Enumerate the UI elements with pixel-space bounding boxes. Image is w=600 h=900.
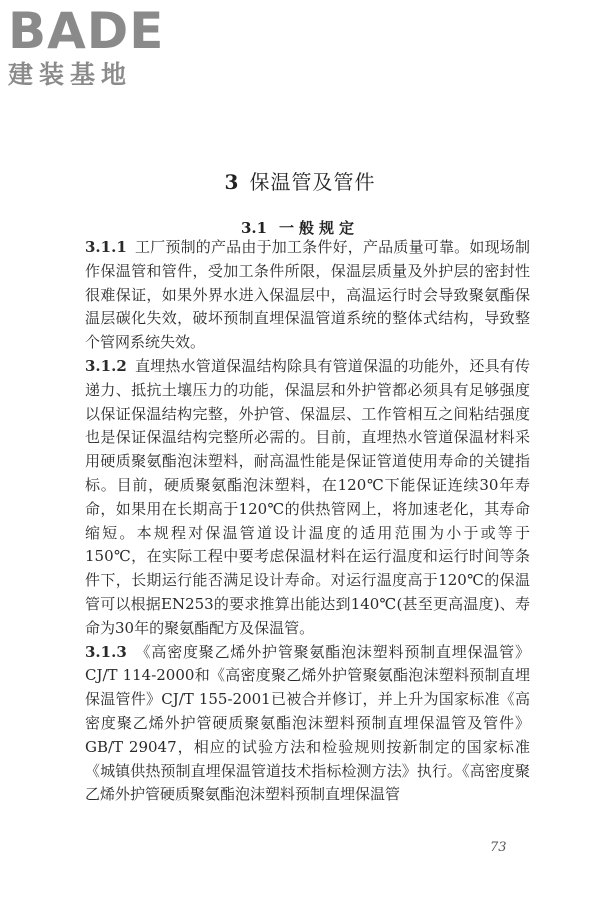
chapter-number: 3	[224, 170, 240, 195]
chapter-name: 保温管及管件	[249, 170, 376, 195]
bade-logo	[8, 4, 178, 90]
clause-paragraph	[85, 641, 530, 808]
clause-text: 《高密度聚乙烯外护管聚氨酯泡沫塑料预制直埋保温管》CJ/T 114-2000和《高密度聚乙烯外护管聚氨酯泡沫塑料预制直埋保温管件》CJ/T 155-2001已被合并修订，并上升为国家标准《高密度聚乙烯外护管硬质聚氨酯泡沫塑料预制直埋保温管及管件》GB/T 29047，相应的试验方法和检验规则按新制定的国家标准《城镇供热预制直埋保温管道技术指标检测方法》执行。《高密度聚乙烯外护管硬质聚氨酯泡沫塑料预制直埋保温管	[85, 642, 530, 804]
clause-number: 3.1.2	[85, 356, 127, 375]
clause-paragraph	[85, 355, 530, 641]
logo-subtitle: 建装基地	[8, 60, 133, 89]
clause-paragraph	[85, 236, 530, 355]
section-name: 一般规定	[279, 219, 360, 238]
clause-number: 3.1.3	[85, 642, 127, 661]
logo-mark: BADE	[8, 2, 165, 60]
section-number: 3.1	[240, 219, 268, 238]
body-text	[85, 236, 530, 807]
page-number: 73	[490, 840, 507, 855]
clause-text: 工厂预制的产品由于加工条件好，产品质量可靠。如现场制作保温管和管件，受加工条件所限，保温层质量及外护层的密封性很难保证，如果外界水进入保温层中，高温运行时会导致聚氨酯保温层碳化失效，破坏预制直埋保温管道系统的整体式结构，导致整个管网系统失效。	[85, 238, 530, 352]
chapter-title	[0, 166, 600, 195]
clause-number: 3.1.1	[85, 238, 127, 256]
clause-text: 直埋热水管道保温结构除具有管道保温的功能外，还具有传递力、抵抗土壤压力的功能，保温层和外护管都必须具有足够强度以保证保温结构完整，外护管、保温层、工作管相互之间粘结强度也是保证保温结构完整所必需的。目前，直埋热水管道保温材料采用硬质聚氨酯泡沫塑料，耐高温性能是保证管道使用寿命的关键指标。目前，硬质聚氨酯泡沫塑料，在120℃下能保证连续30年寿命，如果用在长期高于120℃的供热管网上，将加速老化，其寿命缩短。本规程对保温管道设计温度的适用范围为小于或等于150℃，在实际工程中要考虑保温材料在运行温度和运行时间等条件下，长期运行能否满足设计寿命。对运行温度高于120℃的保温管可以根据EN253的要求推算出能达到140℃(甚至更高温度)、寿命为30年的聚氨酯配方及保温管。	[85, 356, 530, 637]
